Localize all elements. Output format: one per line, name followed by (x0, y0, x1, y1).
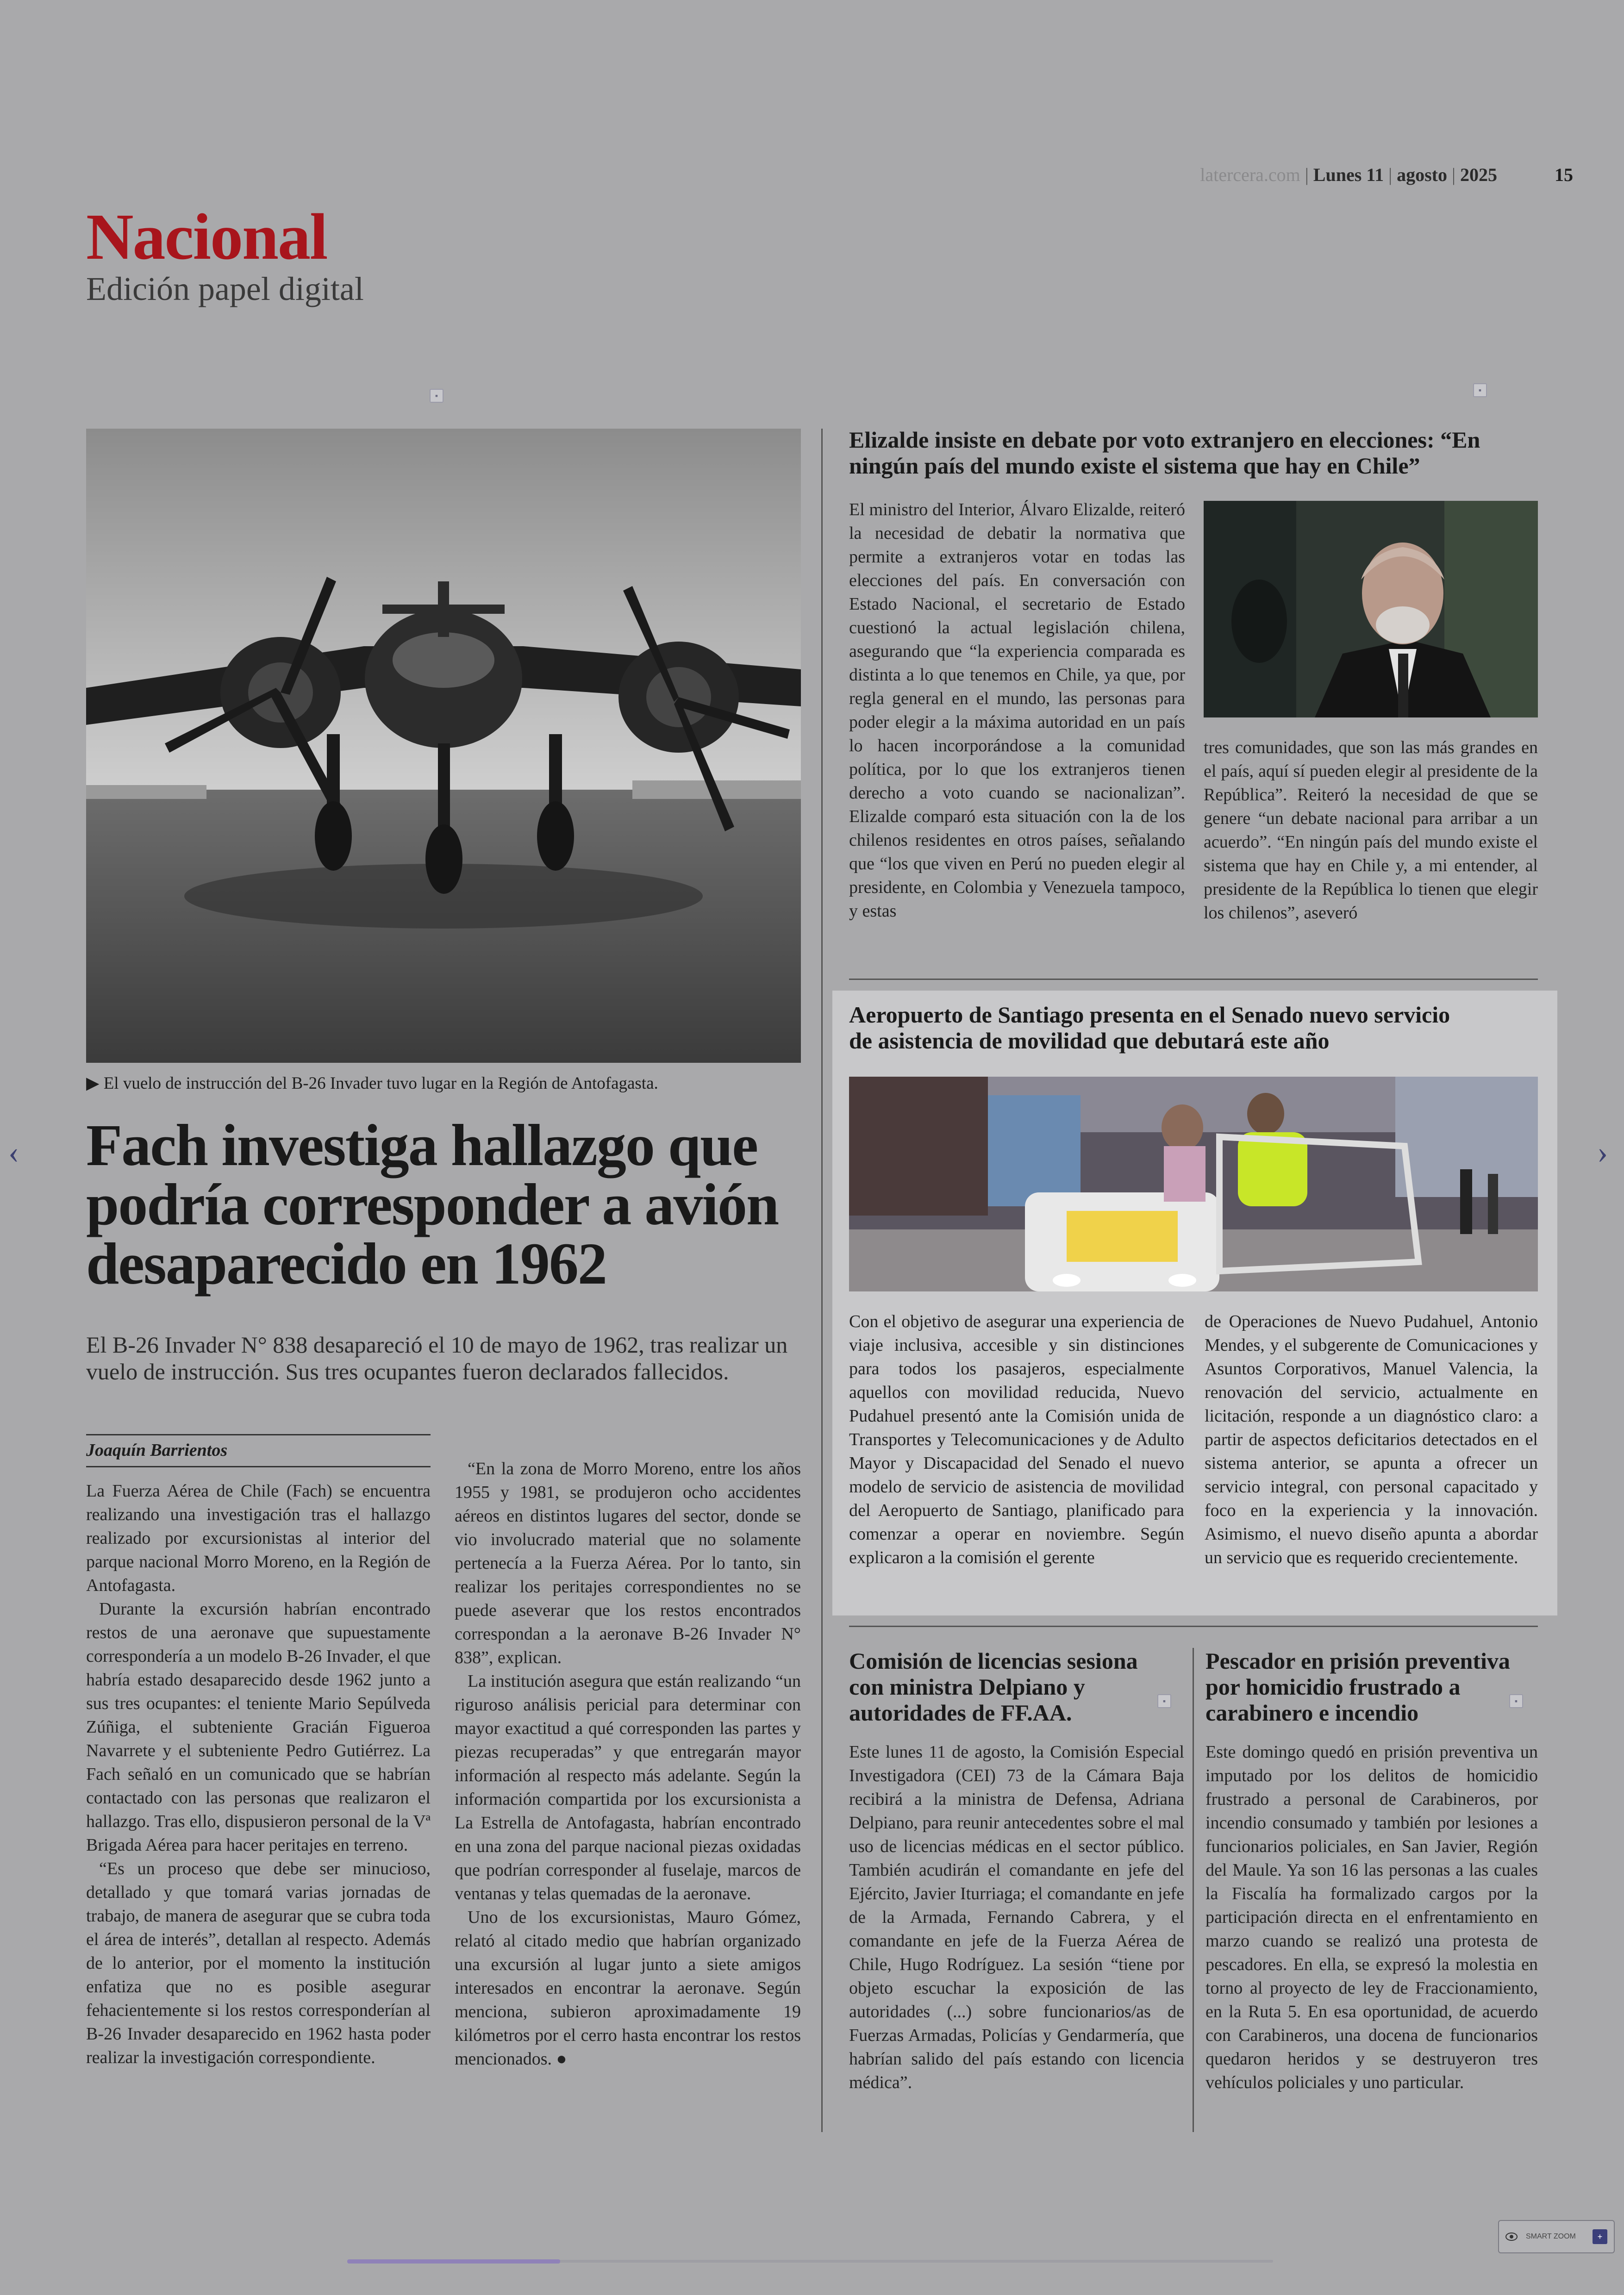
issue-year: 2025 (1460, 164, 1497, 185)
divider: | (1388, 164, 1393, 185)
page-number: 15 (1555, 164, 1573, 185)
section-title: Nacional (86, 200, 327, 273)
lead-story-column-1 (86, 1479, 431, 2070)
paragraph: de Operaciones de Nuevo Pudahuel, Antonio Mendes, y el subgerente de Comunicaciones y Asuntos Corporativos, Manuel Valencia, la renovación del servicio, actualmente en licitación, responde a un diagnóstico claro: a partir de aspectos deficitarios detectados en el sistema anterior, se apunta a ofrecer un servicio integral, con personal capacitado y foco en la experiencia y la innovación. Asimismo, el nuevo diseño apunta a abordar un servicio que es requerido crecientemente. (1205, 1312, 1538, 1567)
paragraph: “Es un proceso que debe ser minucioso, detallado y que tomará varias jornadas de trabajo, de manera de asegurar que se cubra toda el área de interés”, detallan al respecto. Además de lo anterior, por el momento la institución enfatiza que no es posible asegurar fehacientemente si los restos corresponderían al B-26 Invader desaparecido en 1962 hasta poder realizar la investigación correspondiente. (86, 1859, 431, 2067)
paragraph: “En la zona de Morro Moreno, entre los años 1955 y 1981, se produjeron ocho accidentes aéreos en distintos lugares del sector, donde se vio involucrado material que no solamente pertenecía a la Fuerza Aérea. Por lo tanto, sin realizar los peritajes correspondientes no se puede aseverar que los restos encontrados correspondan a la aeronave B-26 Invader N° 838”, explican. (455, 1459, 801, 1667)
article-hotspot-icon[interactable]: ▪ (1509, 1694, 1523, 1708)
photo-caption: ▶ El vuelo de instrucción del B-26 Invader tuvo lugar en la Región de Antofagasta. (86, 1074, 658, 1093)
site-name: latercera.com (1200, 164, 1300, 185)
paragraph: La institución asegura que están realizando “un riguroso análisis pericial para determinar con mayor exactitud a qué corresponden las partes y piezas recuperadas” y que entregarán mayor información al respecto más adelante. Según la información compartida por los excursionista a La Estrella de Antofagasta, habrían encontrado en una zona del parque nacional piezas oxidadas que podrían corresponder al fuselaje, marcos de ventanas y telas quemadas de la aeronave. (455, 1671, 801, 1903)
zoom-badge[interactable]: + (1593, 2229, 1607, 2244)
issue-dateline (1200, 164, 1497, 186)
paragraph: tres comunidades, que son las más grandes en el país, aquí sí pueden elegir al presidente de la República”. Reiteró la necesidad de que se genere “un debate nacional para arribar a un acuerdo”. “En ningún país del mundo existe el sistema que hay en Chile y, a mi entender, al presidente de la República lo tienen que elegir los chilenos”, aseveró (1204, 738, 1538, 923)
pescador-body (1206, 1740, 1538, 2095)
licencias-headline[interactable]: Comisión de licencias sesiona con ministra Delpiano y autoridades de FF.AA. (849, 1648, 1138, 1726)
paragraph: Este lunes 11 de agosto, la Comisión Especial Investigadora (CEI) 73 de la Cámara Baja recibirá a la ministra de Defensa, Adriana Delpiano, para reunir antecedentes sobre el mal uso de licencias médicas en el sector público. También acudirán el comandante en jefe del Ejército, Javier Iturriaga; el comandante en jefe de la Armada, Fernando Cabrera, y el comandante en jefe de la Fuerza Aérea de Chile, Hugo Rodríguez. La sesión “tiene por objeto escuchar la exposición de las autoridades (...) sobre funcionarios/as de Fuerzas Armadas, Policías y Gendarmería, que habrían salido del país estando con licencia médica”. (849, 1742, 1184, 2092)
airport-column-1 (849, 1310, 1184, 1570)
issue-day: Lunes 11 (1313, 164, 1384, 185)
paragraph: La Fuerza Aérea de Chile (Fach) se encuentra realizando una investigación tras el hallazgo realizado por excursionistas al interior del parque nacional Morro Moreno, en la Región de Antofagasta. (86, 1481, 431, 1595)
column-divider (1193, 1648, 1194, 2132)
section-subtitle: Edición papel digital (86, 270, 364, 307)
airport-column-2 (1205, 1310, 1538, 1570)
paragraph: Uno de los excursionistas, Mauro Gómez, relató al citado medio que habrían organizado una excursión al lugar junto a siete amigos interesados en encontrar la aeronave. Según menciona, subieron aproximadamente 19 kilómetros por el cerro hasta encontrar los restos mencionados. ● (455, 1908, 801, 2069)
elizalde-headline[interactable]: Elizalde insiste en debate por voto extranjero en elecciones: “En ningún país del mundo existe el sistema que hay en Chile” (849, 427, 1480, 479)
elizalde-column-1 (849, 498, 1185, 923)
divider: | (1451, 164, 1455, 185)
previous-page-arrow-icon[interactable]: ‹ (8, 1135, 19, 1170)
smart-zoom-toggle[interactable] (1498, 2220, 1615, 2253)
byline: Joaquín Barrientos (86, 1434, 431, 1467)
paragraph: Durante la excursión habrían encontrado restos de una aeronave que supuestamente correspondería a un modelo B-26 Invader, el que habría estado desaparecido desde 1962 junto a sus tres ocupantes: el teniente Mario Sepúlveda Zúñiga, el subteniente Gracián Figueroa Navarrete y el subteniente Pedro Gutiérrez. La Fach señaló en un comunicado que se habrían contactado con las personas que realizaron el hallazgo. Tras ello, dispusieron personal de la Vª Brigada Aérea para hacer peritajes en terreno. (86, 1599, 431, 1855)
airport-headline[interactable]: Aeropuerto de Santiago presenta en el Senado nuevo servicio de asistencia de movilidad que debutará este año (849, 1002, 1450, 1054)
lead-summary: El B-26 Invader N° 838 desapareció el 10 de mayo de 1962, tras realizar un vuelo de instrucción. Sus tres ocupantes fueron declarados fallecidos. (86, 1332, 788, 1384)
section-divider (849, 1626, 1538, 1627)
minister-portrait-photo (1204, 501, 1538, 717)
smart-zoom-label: SMART ZOOM (1526, 2233, 1576, 2240)
elizalde-column-2 (1204, 736, 1538, 925)
column-divider (821, 429, 823, 2132)
article-hotspot-icon[interactable]: ▪ (1157, 1694, 1171, 1708)
next-page-arrow-icon[interactable]: › (1597, 1135, 1608, 1170)
licencias-body (849, 1740, 1184, 2095)
issue-month: agosto (1397, 164, 1447, 185)
eye-icon (1505, 2233, 1518, 2241)
pescador-headline[interactable]: Pescador en prisión preventiva por homicidio frustrado a carabinero e incendio (1206, 1648, 1510, 1726)
page-scroll-thumb[interactable] (347, 2259, 560, 2264)
article-hotspot-icon[interactable]: ▪ (1473, 383, 1487, 397)
divider: | (1305, 164, 1309, 185)
paragraph: Con el objetivo de asegurar una experiencia de viaje inclusiva, accesible y sin distinciones para todos los pasajeros, especialmente aquellos con movilidad reducida, Nuevo Pudahuel presentó ante la Comisión unida de Transportes y Telecomunicaciones y de Adulto Mayor y Discapacidad del Senado el nuevo modelo de servicio de asistencia de movilidad del Aeropuerto de Santiago, planificado para comenzar a operar en noviembre. Según explicaron a la comisión el gerente (849, 1312, 1184, 1567)
b26-aircraft-photo (86, 429, 801, 1063)
paragraph: Este domingo quedó en prisión preventiva un imputado por los delitos de homicidio frustrado a personal de Carabineros, por incendio consumado y también por lesiones a funcionarios policiales, en San Javier, Región del Maule. Ya son 16 las personas a las cuales la Fiscalía ha formalizado cargos por la participación directa en el enfrentamiento en marzo cuando se realizó una protesta de pescadores. En ella, se expresó la molestia en torno al proyecto de ley de Fraccionamiento, en la Ruta 5. En esa oportunidad, de acuerdo con Carabineros, una docena de funcionarios quedaron heridos y se destruyeron tres vehículos policiales y uno particular. (1206, 1742, 1538, 2092)
section-divider (849, 979, 1538, 980)
paragraph: El ministro del Interior, Álvaro Elizalde, reiteró la necesidad de debatir la normativa que permite a extranjeros votar en todas las elecciones del país. En conversación con Estado Nacional, el secretario de Estado cuestionó la actual legislación chilena, asegurando que “la experiencia comparada es distinta a lo que tenemos en Chile, ya que, por regla general en el mundo, las personas para poder elegir a la máxima autoridad en un país lo hacen incorporándose a la comunidad política, por lo que los extranjeros tienen derecho a voto cuando se nacionalizan”. Elizalde comparó esta situación con la de los chilenos residentes en otros países, señalando que “los que viven en Perú no pueden elegir al presidente, en Colombia y Venezuela tampoco, y estas (849, 500, 1185, 921)
lead-headline[interactable]: Fach investiga hallazgo que podría corresponder a avión desaparecido en 1962 (86, 1112, 779, 1297)
lead-story-column-2 (455, 1457, 801, 2071)
article-hotspot-icon[interactable]: ▪ (430, 389, 443, 403)
airport-mobility-cart-photo (849, 1077, 1538, 1291)
